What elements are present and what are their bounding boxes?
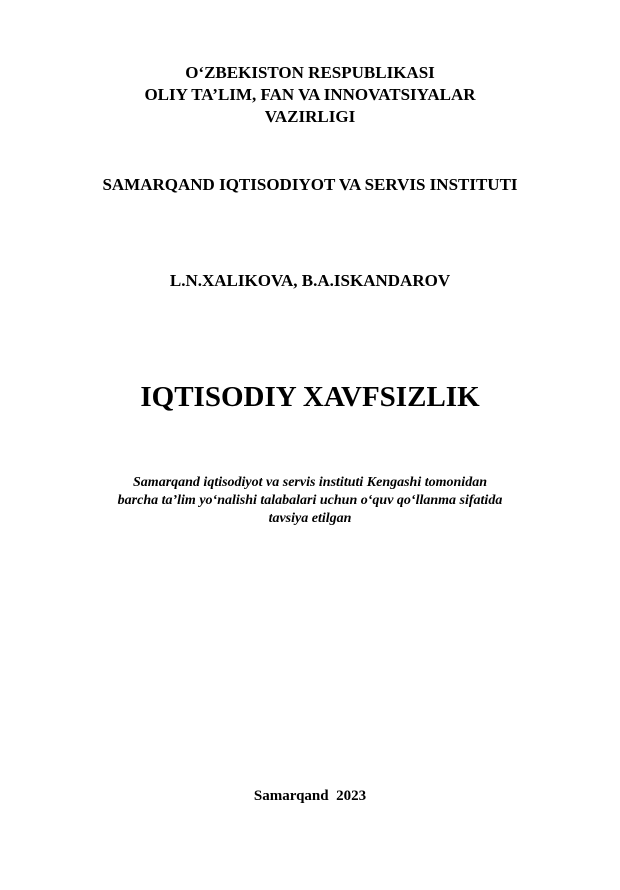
book-title: IQTISODIY XAVFSIZLIK [140,381,480,413]
recommendation-line-2: barcha ta’lim yo‘nalishi talabalari uchun o‘quv qo‘llanma sifatida [117,493,503,508]
ministry-line-1: O‘ZBEKISTON RESPUBLIKASI [185,63,435,82]
authors: L.N.XALIKOVA, B.A.ISKANDAROV [169,271,451,290]
recommendation-line-3: tavsiya etilgan [268,511,352,526]
city-year: Samarqand 2023 [253,788,367,804]
institute-name: SAMARQAND IQTISODIYOT VA SERVIS INSTITUTI [102,175,518,194]
recommendation-line-1: Samarqand iqtisodiyot va servis instituti Kengashi tomonidan [133,475,487,490]
ministry-heading [0,62,620,128]
recommendation-note [0,474,620,528]
ministry-line-2: OLIY TA’LIM, FAN VA INNOVATSIYALAR [144,85,476,104]
ministry-line-3: VAZIRLIGI [264,107,356,126]
